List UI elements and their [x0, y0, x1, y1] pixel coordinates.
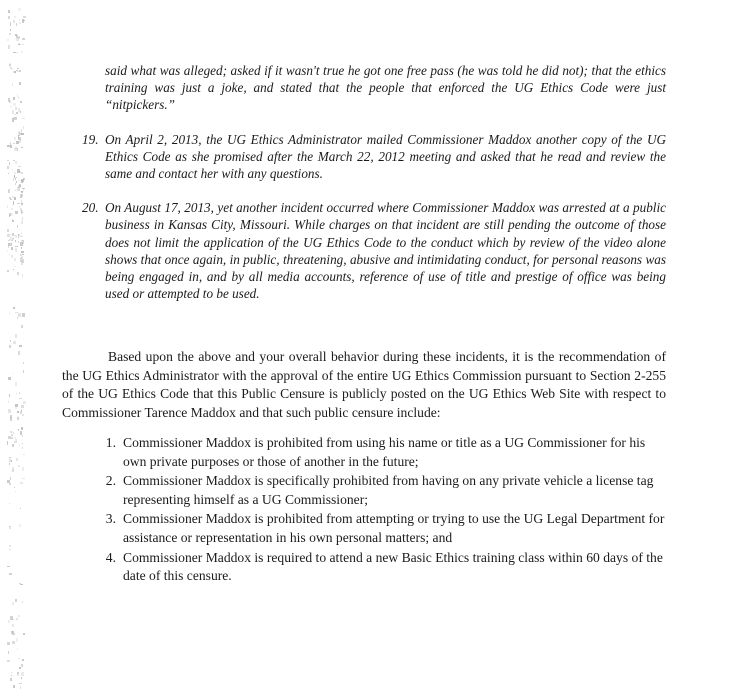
censure-list-item-1 — [98, 434, 668, 471]
scan-noise-artifact — [7, 0, 27, 689]
censure-item-text-3: Commissioner Maddox is prohibited from attempting or trying to use the UG Legal Department for assistance or representation in his own personal matters; and — [123, 511, 665, 545]
censure-item-text-1: Commissioner Maddox is prohibited from using his name or title as a UG Commissioner for his own private purposes or those of another in the future; — [123, 435, 646, 469]
numbered-item-20 — [82, 199, 666, 302]
censure-list — [98, 434, 668, 587]
censure-item-number-4: 4. — [105, 549, 116, 565]
item-number-20: 20. — [82, 200, 99, 216]
recommendation-block — [62, 348, 666, 422]
censure-list-item-2 — [98, 472, 668, 509]
censure-list-item-4 — [98, 549, 668, 586]
italic-text-block — [82, 62, 666, 302]
continued-paragraph: said what was alleged; asked if it wasn't true he got one free pass (he was told he did not); that the ethics training was just a joke, and stated that the people that enforced the UG Ethics Code were just “nitpickers.” — [105, 63, 666, 113]
censure-item-number-1: 1. — [105, 435, 116, 450]
item-text-20: On August 17, 2013, yet another incident occurred where Commissioner Maddox was arrested at a public business in Kansas City, Missouri. While charges on that incident are still pending the outcome of those does not limit the application of the UG Ethics Code to the conduct which by review of the video alone shows that once again, in public, threatening, abusive and intimidating conduct, for personal reasons was being engaged in, and by all media accounts, reference of use of title and prestige of office was being used or attempted to be used. — [105, 200, 666, 302]
recommendation-paragraph: Based upon the above and your overall behavior during these incidents, it is the recommendation of the UG Ethics Administrator with the approval of the entire UG Ethics Commission pursuant to Section 2-255 of the UG Ethics Code that this Public Censure is publicly posted on the UG Ethics Web Site with respect to Commissioner Tarence Maddox and that such public censure include: — [62, 349, 666, 420]
item-number-19: 19. — [82, 131, 99, 147]
censure-list-item-3 — [98, 510, 668, 547]
censure-item-number-2: 2. — [105, 473, 116, 489]
item-text-19: On April 2, 2013, the UG Ethics Administrator mailed Commissioner Maddox another copy of the UG Ethics Code as she promised after the March 22, 2012 meeting and asked that he read and review the same and contact her with any questions. — [105, 131, 666, 182]
censure-item-text-4: Commissioner Maddox is required to attend a new Basic Ethics training class within 60 days of the date of this censure. — [123, 549, 663, 584]
numbered-item-19 — [82, 131, 666, 183]
censure-item-text-2: Commissioner Maddox is specifically prohibited from having on any private vehicle a license tag representing himself as a UG Commissioner; — [123, 473, 654, 507]
censure-item-number-3: 3. — [105, 511, 116, 527]
